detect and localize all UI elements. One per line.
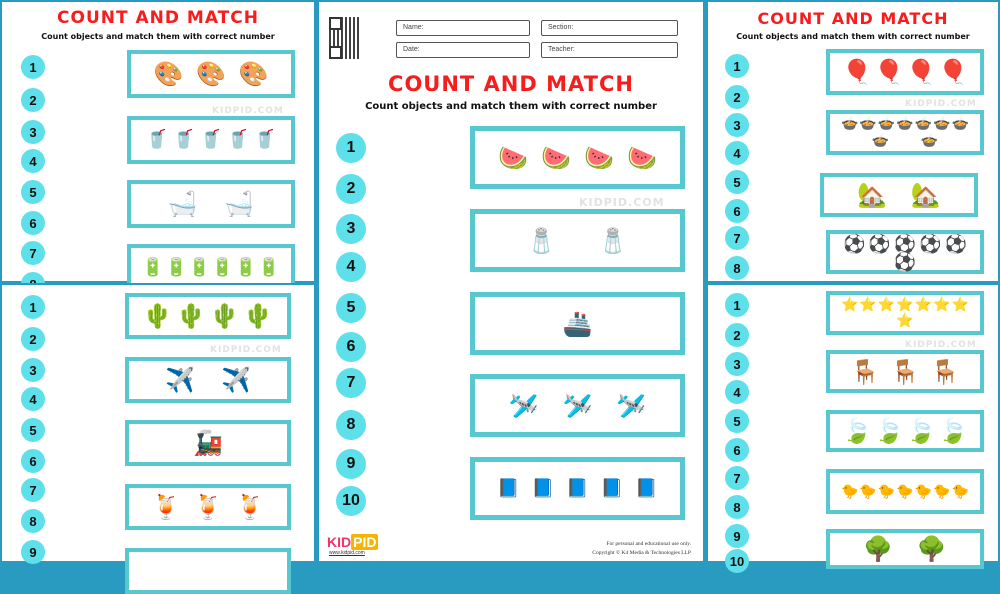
number-circle-3[interactable]: 3 (21, 358, 45, 382)
plane-icon: 🛩️ (616, 391, 647, 420)
star-icon: ⭐ (933, 297, 951, 313)
duck-icon: 🐤 (933, 483, 951, 500)
balloon-icon: 🎈 (842, 58, 872, 86)
book-icon: 📘 (497, 477, 520, 499)
tree-icon: 🌳 (863, 535, 894, 563)
object-box-watermelons[interactable] (470, 126, 685, 189)
number-circle-4[interactable]: 4 (21, 149, 45, 173)
pot-icon: 🍲 (877, 116, 896, 133)
balloon-icon: 🎈 (937, 58, 968, 86)
soccer-ball-icon: ⚽ (868, 234, 891, 255)
battery-icon: 🔋 (164, 257, 188, 278)
battery-icon: 🔋 (141, 257, 165, 278)
object-box-leaves[interactable] (826, 410, 984, 452)
number-circle-9[interactable]: 9 (725, 524, 749, 548)
soccer-ball-icon: ⚽ (944, 234, 967, 255)
number-circle-2[interactable]: 2 (21, 327, 45, 351)
number-circle-8[interactable]: 8 (21, 509, 45, 533)
star-icon: ⭐ (859, 297, 877, 313)
section-field[interactable]: Section: (541, 20, 678, 36)
book-icon: 📘 (635, 477, 658, 499)
worksheet-bottom-right (706, 283, 1000, 569)
cactus-icon: 🌵 (243, 302, 274, 330)
juice-glass-icon: 🥤 (199, 129, 223, 150)
number-circle-5[interactable]: 5 (725, 409, 749, 433)
balloon-icon: 🎈 (906, 58, 936, 86)
battery-icon: 🔋 (234, 257, 258, 278)
object-box-juice-glasses[interactable] (127, 116, 295, 164)
pot-icon: 🍲 (951, 116, 969, 133)
watermelon-icon: 🍉 (498, 143, 528, 172)
worksheet-bottom-left (0, 283, 316, 563)
object-box-cooking-pots[interactable] (826, 110, 984, 155)
worksheet-subtitle: Count objects and match them with correct number (365, 101, 657, 112)
salt-shaker-icon: 🧂 (526, 226, 557, 255)
number-circle-6[interactable]: 6 (725, 199, 749, 223)
number-circle-7[interactable]: 7 (21, 241, 45, 265)
watermelon-icon: 🍉 (541, 143, 571, 172)
copyright-notice: For personal and educational use only. Copyright © K4 Media & Technologies LLP (592, 541, 691, 556)
pot-icon: 🍲 (840, 116, 859, 133)
number-circle-6[interactable]: 6 (725, 438, 749, 462)
airplane-icon: ✈️ (221, 366, 251, 394)
iced-drink-icon: 🍹 (193, 493, 223, 521)
object-box-paint-palettes[interactable] (127, 50, 295, 98)
iced-drink-icon: 🍹 (151, 493, 181, 521)
object-box-train[interactable] (125, 420, 291, 466)
object-box-airplanes[interactable] (125, 357, 291, 403)
object-box-stars[interactable] (826, 291, 984, 335)
pot-icon: 🍲 (871, 132, 890, 149)
soccer-ball-icon: ⚽ (919, 234, 942, 255)
worksheet-subtitle: Count objects and match them with correct number (41, 32, 275, 41)
watermark: KIDPID.COM (212, 106, 284, 116)
number-circle-5[interactable]: 5 (336, 293, 366, 323)
website-link[interactable]: www.kidpid.com (329, 550, 365, 556)
teacher-field[interactable]: Teacher: (541, 42, 678, 58)
duck-icon: 🐤 (877, 483, 896, 500)
number-circle-6[interactable]: 6 (21, 449, 45, 473)
balloon-icon: 🎈 (874, 58, 904, 86)
cactus-icon: 🌵 (209, 302, 240, 330)
leaf-icon: 🍃 (937, 417, 968, 445)
number-circle-2[interactable]: 2 (21, 88, 45, 112)
watermelon-icon: 🍉 (584, 143, 614, 172)
object-box-partial-row[interactable] (125, 548, 291, 594)
armchair-icon: 🪑 (850, 357, 880, 386)
duck-icon: 🐤 (896, 483, 914, 500)
number-circle-5[interactable]: 5 (21, 180, 45, 204)
book-icon: 📘 (531, 477, 555, 499)
pot-icon: 🍲 (859, 116, 877, 133)
salt-shaker-icon: 🧂 (598, 226, 629, 255)
number-circle-7[interactable]: 7 (725, 226, 749, 250)
worksheet-center (316, 0, 706, 563)
leaf-icon: 🍃 (842, 417, 872, 445)
object-box-potted-cactus[interactable] (125, 293, 291, 339)
object-box-balloons[interactable] (826, 49, 984, 95)
worksheet-title: COUNT AND MATCH (757, 9, 949, 28)
object-box-bathtubs[interactable] (127, 180, 295, 228)
watermelon-icon: 🍉 (626, 143, 657, 172)
object-box-books[interactable] (470, 457, 685, 520)
house-icon: 🏡 (910, 181, 941, 209)
star-icon: ⭐ (951, 297, 969, 313)
object-box-soccer-balls[interactable] (826, 230, 984, 274)
worksheet-title: COUNT AND MATCH (388, 72, 634, 96)
number-circle-8[interactable]: 8 (336, 410, 366, 440)
bathtub-icon: 🛁 (224, 190, 255, 218)
battery-icon: 🔋 (257, 257, 281, 278)
object-box-trees[interactable] (826, 529, 984, 569)
train-icon: 🚂 (193, 429, 223, 457)
tree-icon: 🌳 (916, 535, 947, 563)
duck-icon: 🐤 (951, 483, 969, 500)
leaf-icon: 🍃 (874, 417, 904, 445)
number-circle-9[interactable]: 9 (21, 540, 45, 564)
number-circle-7[interactable]: 7 (21, 478, 45, 502)
battery-icon: 🔋 (211, 257, 234, 278)
object-box-ship[interactable] (470, 292, 685, 355)
object-box-iced-drinks[interactable] (125, 484, 291, 530)
watermark: KIDPID.COM (579, 196, 665, 209)
number-circle-6[interactable]: 6 (21, 211, 45, 235)
palette-icon: 🎨 (153, 60, 184, 88)
number-circle-3[interactable]: 3 (725, 113, 749, 137)
worksheet-subtitle: Count objects and match them with correct number (736, 32, 970, 41)
palette-icon: 🎨 (196, 60, 226, 88)
object-box-rubber-ducks[interactable] (826, 469, 984, 514)
soccer-ball-icon: ⚽ (842, 234, 866, 255)
object-box-houses[interactable] (820, 173, 978, 217)
watermark: KIDPID.COM (905, 99, 977, 109)
pot-icon: 🍲 (933, 116, 951, 133)
kidpid-logo: KID PID (327, 534, 377, 550)
number-circle-4[interactable]: 4 (725, 380, 749, 404)
pot-icon: 🍲 (914, 116, 933, 133)
number-circle-4[interactable]: 4 (21, 387, 45, 411)
duck-icon: 🐤 (840, 483, 859, 500)
object-box-cartoon-planes[interactable] (470, 374, 685, 437)
airplane-icon: ✈️ (165, 366, 195, 394)
duck-icon: 🐤 (914, 483, 933, 500)
watermark: KIDPID.COM (905, 340, 977, 350)
number-circle-10[interactable]: 10 (336, 486, 366, 516)
juice-glass-icon: 🥤 (145, 129, 169, 150)
number-circle-1[interactable]: 1 (725, 54, 749, 78)
qr-code (329, 17, 359, 59)
worksheet-top-left (0, 0, 316, 283)
plane-icon: 🛩️ (508, 391, 539, 420)
number-circle-8[interactable]: 8 (725, 256, 749, 280)
soccer-ball-icon: ⚽ (893, 252, 917, 273)
number-circle-10[interactable]: 10 (725, 549, 749, 573)
pot-icon: 🍲 (896, 116, 914, 133)
object-box-armchairs[interactable] (826, 350, 984, 393)
juice-glass-icon: 🥤 (172, 129, 196, 150)
battery-icon: 🔋 (188, 257, 211, 278)
number-circle-6[interactable]: 6 (336, 332, 366, 362)
number-circle-7[interactable]: 7 (336, 368, 366, 398)
number-circle-3[interactable]: 3 (21, 120, 45, 144)
cactus-icon: 🌵 (176, 302, 207, 330)
number-circle-5[interactable]: 5 (21, 418, 45, 442)
star-icon: ⭐ (896, 313, 914, 329)
number-circle-7[interactable]: 7 (725, 466, 749, 490)
number-circle-1[interactable]: 1 (336, 133, 366, 163)
juice-glass-icon: 🥤 (253, 129, 277, 150)
iced-drink-icon: 🍹 (235, 493, 265, 521)
house-icon: 🏡 (857, 181, 888, 209)
star-icon: ⭐ (914, 297, 933, 313)
leaf-icon: 🍃 (906, 417, 936, 445)
number-circle-9[interactable]: 9 (336, 449, 366, 479)
star-icon: ⭐ (840, 297, 859, 313)
number-circle-3[interactable]: 3 (725, 352, 749, 376)
number-circle-2[interactable]: 2 (725, 323, 749, 347)
bathtub-icon: 🛁 (167, 190, 198, 218)
number-circle-5[interactable]: 5 (725, 170, 749, 194)
book-icon: 📘 (566, 477, 589, 499)
star-icon: ⭐ (877, 297, 896, 313)
duck-icon: 🐤 (859, 483, 877, 500)
object-box-salt-shakers[interactable] (470, 209, 685, 272)
number-circle-1[interactable]: 1 (21, 295, 45, 319)
number-circle-4[interactable]: 4 (725, 141, 749, 165)
ship-icon: 🚢 (562, 309, 593, 338)
star-icon: ⭐ (896, 297, 914, 313)
pot-icon: 🍲 (920, 132, 939, 149)
soccer-ball-icon: ⚽ (893, 234, 917, 255)
name-field[interactable]: Name: (396, 20, 530, 36)
number-circle-2[interactable]: 2 (336, 174, 366, 204)
juice-glass-icon: 🥤 (226, 129, 250, 150)
armchair-icon: 🪑 (890, 357, 920, 386)
cactus-icon: 🌵 (142, 302, 173, 330)
number-circle-2[interactable]: 2 (725, 85, 749, 109)
worksheet-top-right (706, 0, 1000, 283)
number-circle-3[interactable]: 3 (336, 214, 366, 244)
number-circle-1[interactable]: 1 (21, 55, 45, 79)
number-circle-4[interactable]: 4 (336, 252, 366, 282)
number-circle-8[interactable]: 8 (725, 495, 749, 519)
worksheet-title: COUNT AND MATCH (57, 8, 259, 28)
palette-icon: 🎨 (238, 60, 269, 88)
plane-icon: 🛩️ (562, 391, 593, 420)
date-field[interactable]: Date: (396, 42, 530, 58)
watermark: KIDPID.COM (210, 345, 282, 355)
number-circle-1[interactable]: 1 (725, 293, 749, 317)
armchair-icon: 🪑 (930, 357, 960, 386)
book-icon: 📘 (600, 477, 624, 499)
